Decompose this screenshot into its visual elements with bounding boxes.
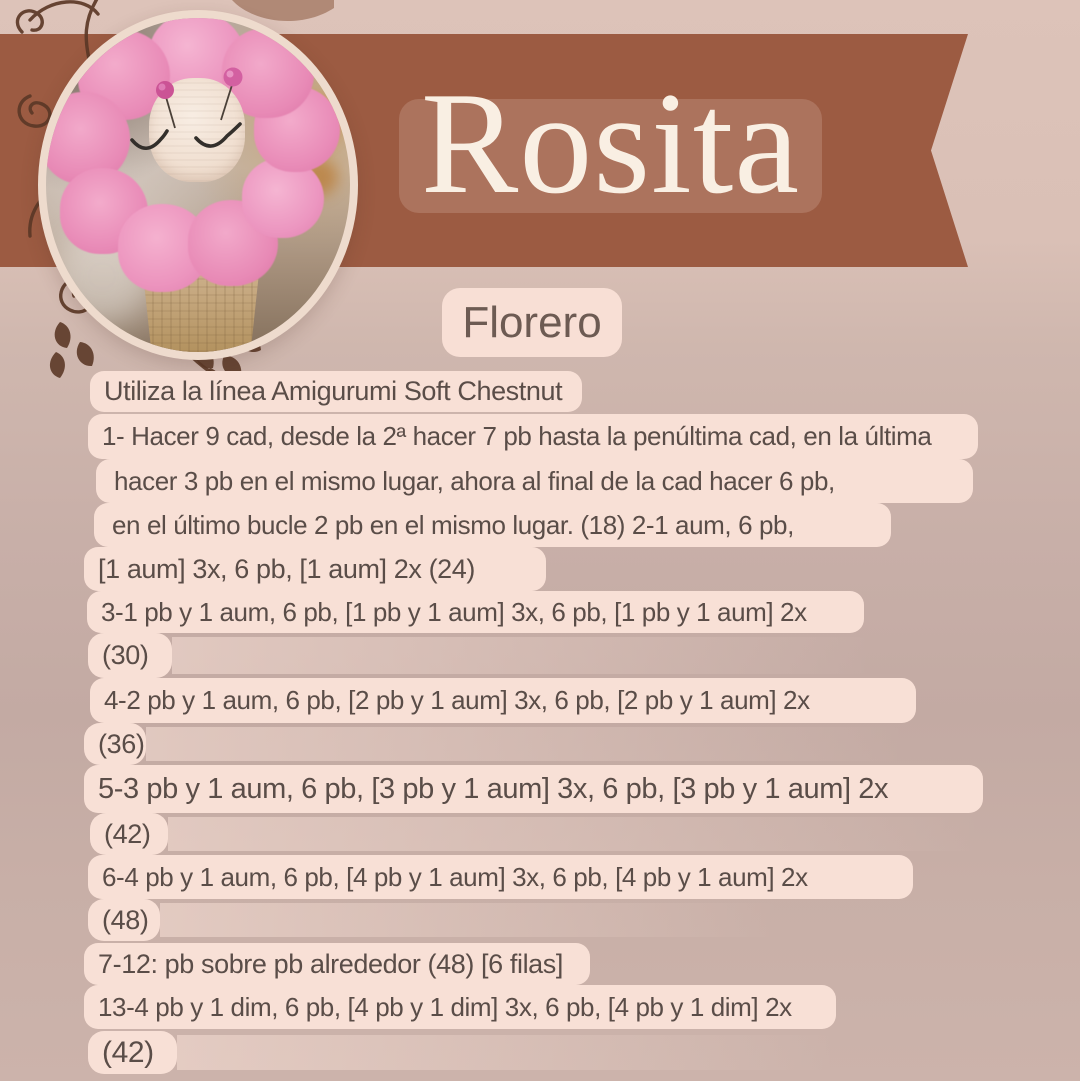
pattern-line: 13-4 pb y 1 dim, 6 pb, [4 pb y 1 dim] 3x, 6 pb, [4 pb y 1 dim] 2x bbox=[84, 985, 836, 1029]
stitch-count-line: (30) bbox=[88, 633, 172, 678]
pattern-line: 4-2 pb y 1 aum, 6 pb, [2 pb y 1 aum] 3x, 6 pb, [2 pb y 1 aum] 2x bbox=[90, 678, 916, 723]
stitch-count-line: (48) bbox=[88, 899, 160, 941]
face-details-icon bbox=[46, 18, 350, 352]
pattern-line: hacer 3 pb en el mismo lugar, ahora al final de la cad hacer 6 pb, bbox=[96, 459, 973, 503]
pattern-line: 5-3 pb y 1 aum, 6 pb, [3 pb y 1 aum] 3x, 6 pb, [3 pb y 1 aum] 2x bbox=[84, 765, 983, 813]
pattern-line: Utiliza la línea Amigurumi Soft Chestnut bbox=[90, 371, 582, 412]
stitch-count-line: (36) bbox=[84, 723, 146, 765]
pattern-line: [1 aum] 3x, 6 pb, [1 aum] 2x (24) bbox=[84, 547, 546, 591]
stitch-count-line: (42) bbox=[88, 1031, 177, 1074]
stitch-count-line: (42) bbox=[90, 813, 168, 855]
pattern-line: 1- Hacer 9 cad, desde la 2ª hacer 7 pb hasta la penúltima cad, en la última bbox=[88, 414, 978, 459]
pattern-line: en el último bucle 2 pb en el mismo lugar. (18) 2-1 aum, 6 pb, bbox=[94, 503, 891, 547]
subtitle-label: Florero bbox=[462, 297, 602, 347]
pattern-line: 6-4 pb y 1 aum, 6 pb, [4 pb y 1 aum] 3x, 6 pb, [4 pb y 1 aum] 2x bbox=[88, 855, 913, 899]
subtitle-pill bbox=[442, 288, 622, 357]
page-title: Rosita bbox=[420, 62, 801, 224]
pattern-line: 3-1 pb y 1 aum, 6 pb, [1 pb y 1 aum] 3x, 6 pb, [1 pb y 1 aum] 2x bbox=[87, 591, 864, 633]
pattern-line: 7-12: pb sobre pb alrededor (48) [6 filas] bbox=[84, 943, 590, 985]
amigurumi-photo bbox=[38, 10, 358, 360]
